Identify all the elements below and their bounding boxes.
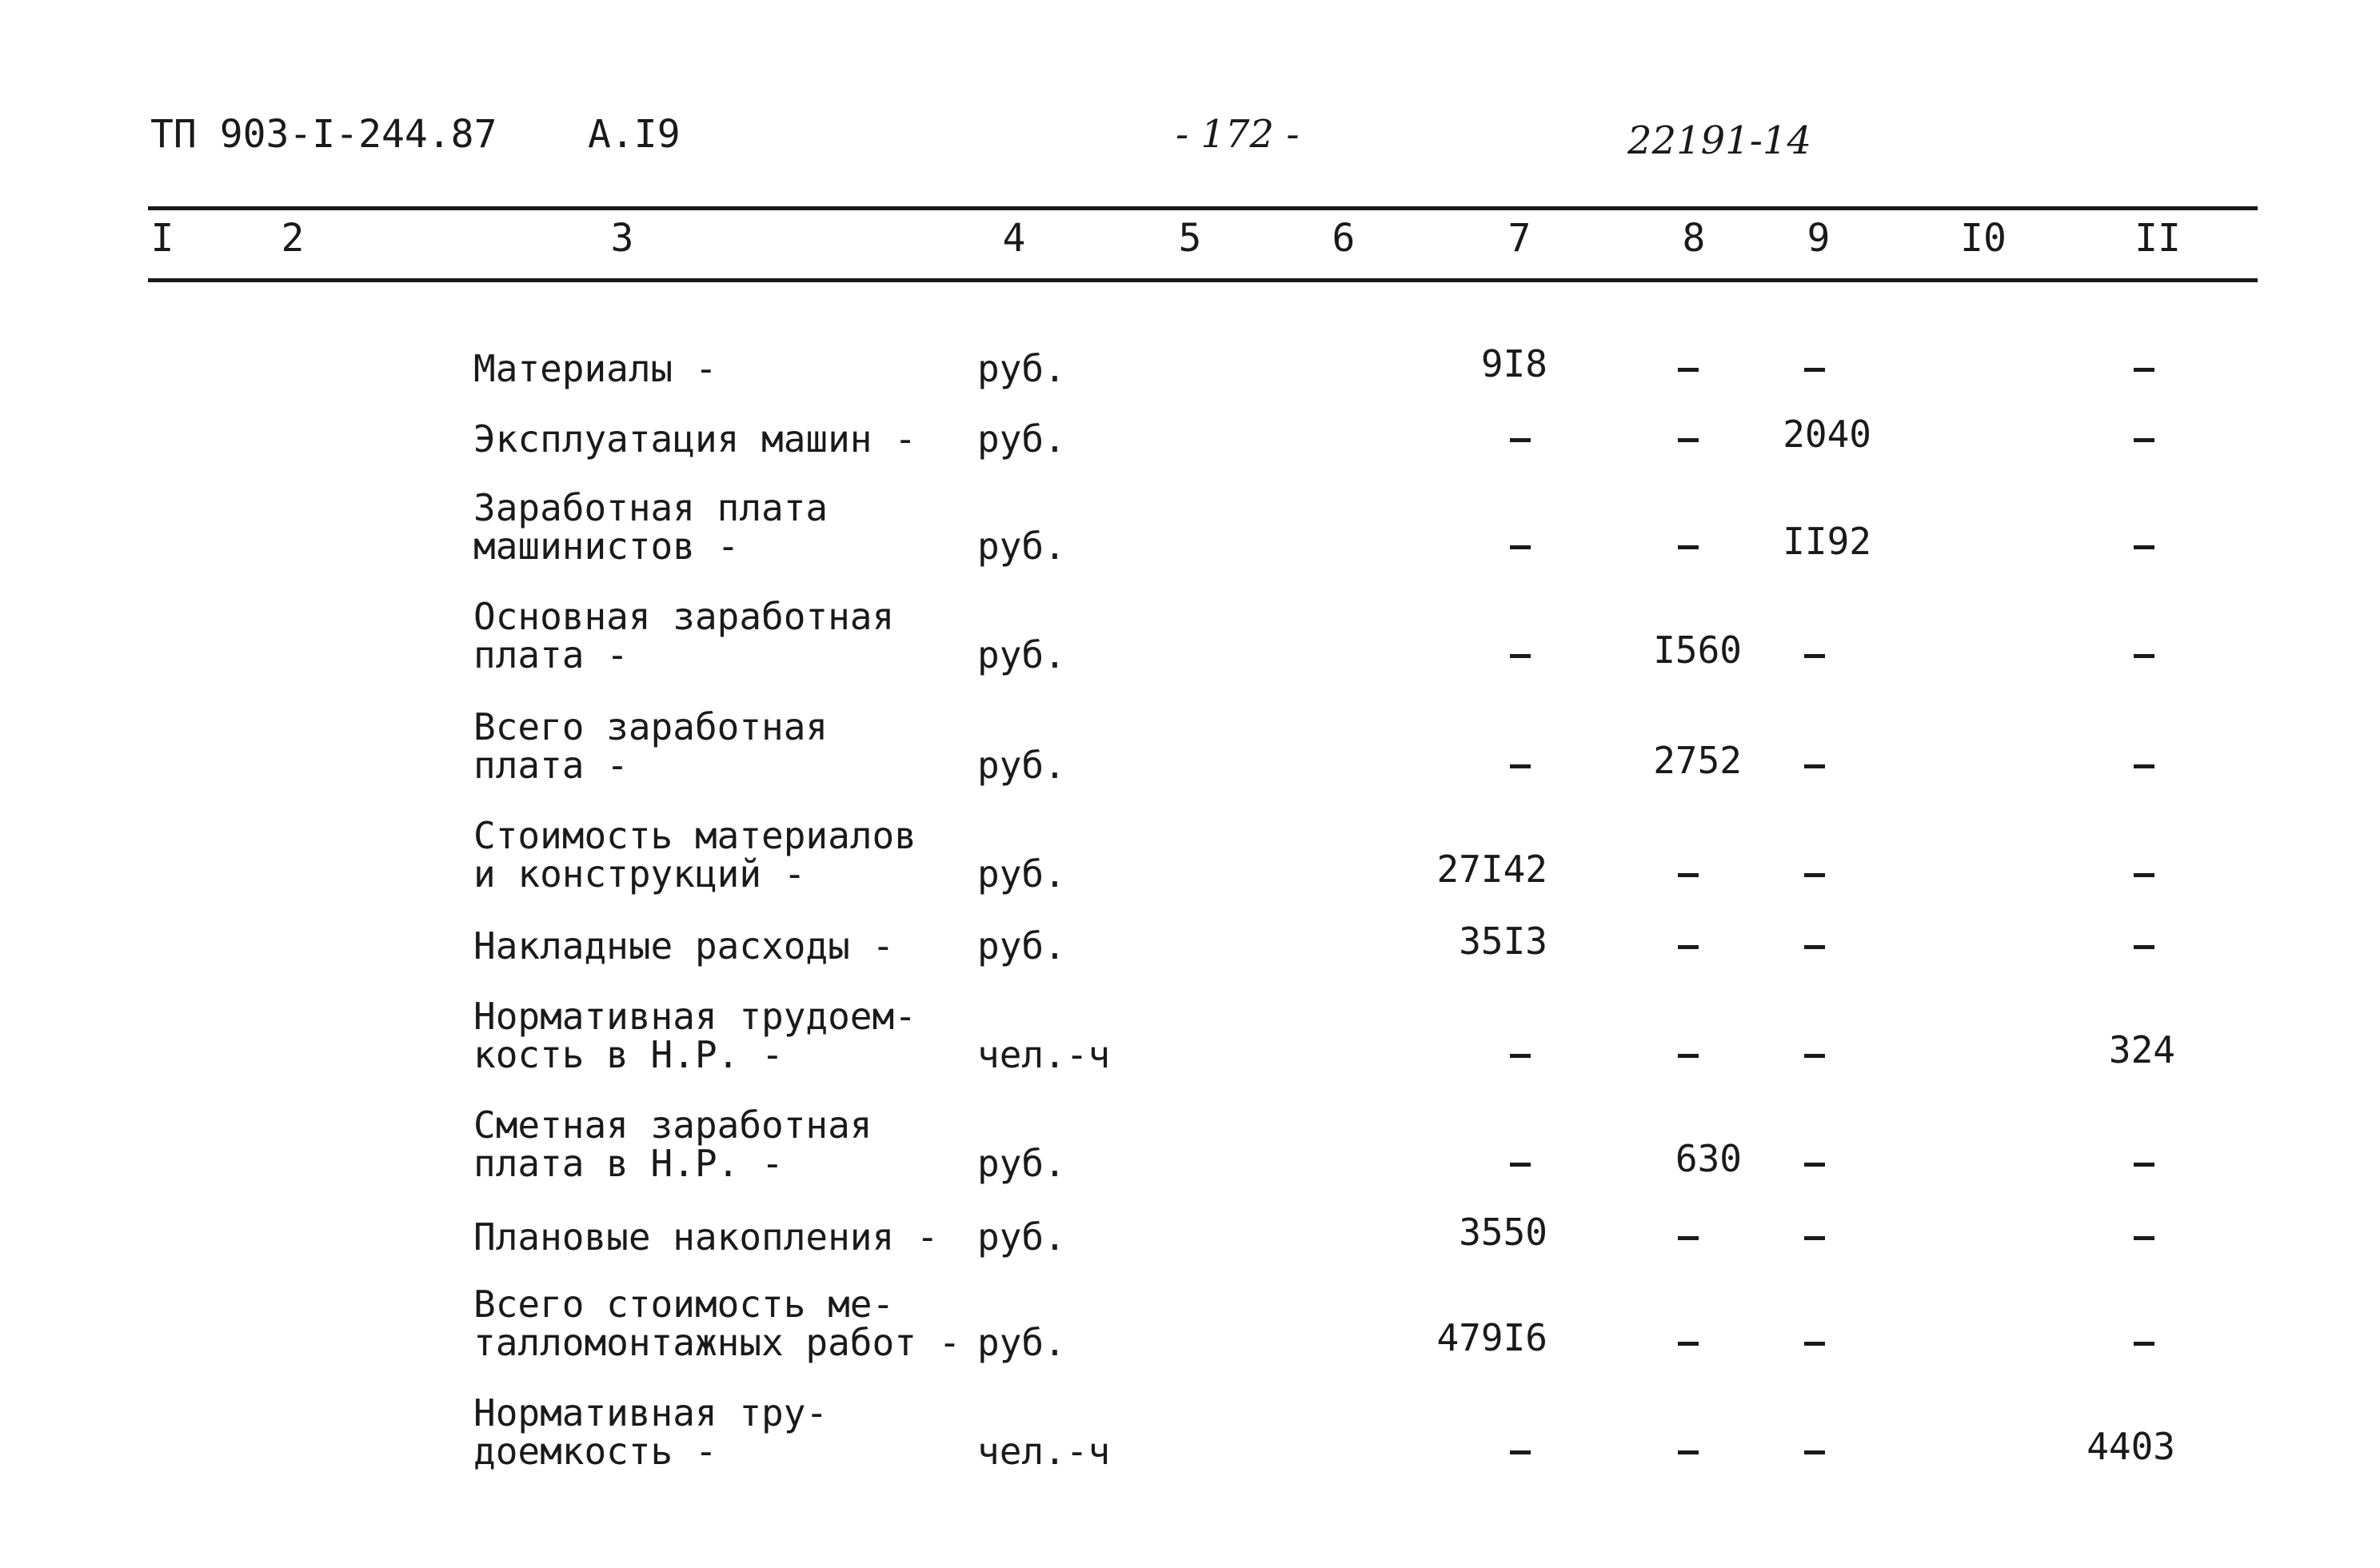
column-number: 3: [610, 216, 634, 261]
empty-value-dash: [1804, 873, 1825, 877]
unit: руб.: [977, 525, 1066, 568]
item-name: кость в Н.Р. -: [473, 1033, 784, 1076]
item-name: плата -: [473, 633, 629, 676]
archive-number: 22191-14: [1627, 118, 1811, 163]
empty-value-dash: [1804, 1054, 1825, 1058]
item-name: талломонтажных работ -: [473, 1321, 961, 1364]
value-cell-c7: 9I8: [1480, 342, 1547, 385]
value-cell-c7: 479I6: [1436, 1316, 1547, 1359]
empty-value-dash: [1804, 1450, 1825, 1454]
column-number: 2: [281, 216, 305, 261]
value-cell-c7: 35I3: [1459, 920, 1547, 963]
item-name: Всего заработная: [473, 705, 829, 748]
item-name: доемкость -: [473, 1430, 717, 1473]
empty-value-dash: [1804, 764, 1825, 768]
value-cell-c7: 27I42: [1436, 848, 1547, 891]
value-cell-c9: 2040: [1783, 413, 1871, 456]
empty-value-dash: [1678, 1342, 1699, 1346]
empty-value-dash: [1510, 654, 1531, 658]
unit: руб.: [977, 1321, 1066, 1364]
unit: руб.: [977, 1215, 1066, 1259]
empty-value-dash: [1678, 1450, 1699, 1454]
value-cell-c8: I560: [1653, 628, 1742, 672]
empty-value-dash: [2134, 764, 2154, 768]
value-cell-c11: 324: [2108, 1028, 2175, 1071]
unit: руб.: [977, 744, 1066, 787]
empty-value-dash: [1804, 368, 1825, 372]
column-number: I: [150, 216, 174, 261]
empty-value-dash: [1678, 368, 1699, 372]
item-name: Основная заработная: [473, 595, 895, 638]
empty-value-dash: [1510, 545, 1531, 549]
empty-value-dash: [2134, 1236, 2154, 1240]
column-number: 5: [1178, 216, 1202, 261]
item-name: Нормативная трудоем-: [473, 995, 916, 1038]
column-number: I0: [1960, 216, 2007, 261]
sheet-id: А.I9: [588, 112, 681, 157]
column-number: 7: [1507, 216, 1531, 261]
unit: руб.: [977, 417, 1066, 461]
table-top-rule: [148, 206, 2258, 210]
empty-value-dash: [1804, 945, 1825, 949]
empty-value-dash: [2134, 654, 2154, 658]
empty-value-dash: [2134, 945, 2154, 949]
page-number: - 172 -: [1176, 112, 1300, 157]
unit: руб.: [977, 347, 1066, 390]
item-name: машинистов -: [473, 525, 740, 568]
empty-value-dash: [2134, 1163, 2154, 1167]
item-name: Заработная плата: [473, 486, 829, 529]
empty-value-dash: [2134, 368, 2154, 372]
column-number: 9: [1807, 216, 1831, 261]
empty-value-dash: [1510, 764, 1531, 768]
column-number: II: [2134, 216, 2181, 261]
empty-value-dash: [1678, 545, 1699, 549]
value-cell-c8: 630: [1675, 1137, 1742, 1180]
value-cell-c11: 4403: [2086, 1425, 2175, 1468]
value-cell-c8: 2752: [1653, 739, 1742, 782]
item-name: Плановые накопления -: [473, 1215, 939, 1259]
unit: руб.: [977, 852, 1066, 896]
item-name: Накладные расходы -: [473, 924, 895, 968]
empty-value-dash: [1510, 1450, 1531, 1454]
empty-value-dash: [2134, 873, 2154, 877]
item-name: Всего стоимость ме-: [473, 1283, 895, 1326]
empty-value-dash: [2134, 438, 2154, 442]
empty-value-dash: [2134, 545, 2154, 549]
empty-value-dash: [1678, 1236, 1699, 1240]
empty-value-dash: [1678, 945, 1699, 949]
empty-value-dash: [1804, 1236, 1825, 1240]
item-name: и конструкций -: [473, 852, 806, 896]
unit: чел.-ч: [977, 1033, 1111, 1076]
item-name: плата в Н.Р. -: [473, 1142, 784, 1185]
empty-value-dash: [2134, 1342, 2154, 1346]
empty-value-dash: [1678, 873, 1699, 877]
item-name: Эксплуатация машин -: [473, 417, 916, 461]
empty-value-dash: [1678, 438, 1699, 442]
column-number: 8: [1682, 216, 1706, 261]
empty-value-dash: [1510, 1163, 1531, 1167]
column-number: 6: [1332, 216, 1356, 261]
unit: руб.: [977, 924, 1066, 968]
item-name: плата -: [473, 744, 629, 787]
column-number: 4: [1002, 216, 1026, 261]
empty-value-dash: [1804, 654, 1825, 658]
document-code: ТП 903-I-244.87: [150, 112, 497, 157]
empty-value-dash: [1804, 1163, 1825, 1167]
empty-value-dash: [1678, 1054, 1699, 1058]
item-name: Нормативная тру-: [473, 1391, 829, 1434]
empty-value-dash: [1804, 1342, 1825, 1346]
empty-value-dash: [1510, 1054, 1531, 1058]
item-name: Материалы -: [473, 347, 717, 390]
item-name: Стоимость материалов: [473, 814, 916, 857]
unit: руб.: [977, 633, 1066, 676]
value-cell-c9: II92: [1783, 520, 1871, 563]
unit: чел.-ч: [977, 1430, 1111, 1473]
empty-value-dash: [1510, 438, 1531, 442]
table-header-rule: [148, 278, 2258, 282]
value-cell-c7: 3550: [1459, 1211, 1547, 1254]
item-name: Сметная заработная: [473, 1103, 873, 1147]
unit: руб.: [977, 1142, 1066, 1185]
